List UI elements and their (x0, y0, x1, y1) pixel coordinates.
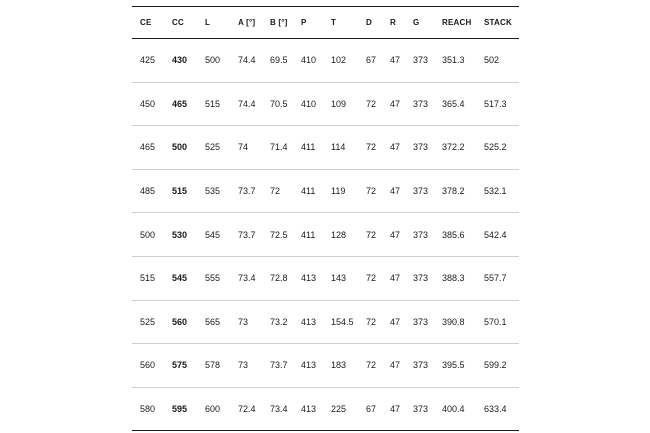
cell-stack: 633.4 (476, 387, 519, 431)
cell-p: 410 (293, 82, 323, 126)
cell-g: 373 (405, 82, 434, 126)
cell-reach: 372.2 (434, 126, 476, 170)
cell-cc: 545 (164, 256, 197, 300)
cell-a: 73.7 (230, 213, 262, 257)
cell-ce: 515 (132, 256, 164, 300)
cell-stack: 557.7 (476, 256, 519, 300)
cell-r: 47 (382, 256, 405, 300)
cell-t: 102 (323, 39, 358, 83)
cell-reach: 385.6 (434, 213, 476, 257)
cell-g: 373 (405, 39, 434, 83)
cell-stack: 570.1 (476, 300, 519, 344)
table-row (132, 387, 519, 431)
cell-p: 411 (293, 213, 323, 257)
geometry-table (132, 6, 519, 431)
cell-stack: 517.3 (476, 82, 519, 126)
table-row (132, 344, 519, 388)
cell-a: 73 (230, 344, 262, 388)
cell-p: 410 (293, 39, 323, 83)
cell-b: 71.4 (262, 126, 293, 170)
cell-cc: 575 (164, 344, 197, 388)
cell-b: 69.5 (262, 39, 293, 83)
cell-ce: 580 (132, 387, 164, 431)
cell-a: 74 (230, 126, 262, 170)
header-stack: STACK (476, 7, 519, 39)
header-p: P (293, 7, 323, 39)
cell-g: 373 (405, 256, 434, 300)
cell-g: 373 (405, 387, 434, 431)
cell-l: 525 (197, 126, 230, 170)
cell-l: 600 (197, 387, 230, 431)
cell-d: 67 (358, 387, 382, 431)
cell-a: 74.4 (230, 39, 262, 83)
cell-b: 73.7 (262, 344, 293, 388)
table-row (132, 300, 519, 344)
cell-stack: 525.2 (476, 126, 519, 170)
cell-cc: 515 (164, 169, 197, 213)
cell-reach: 390.8 (434, 300, 476, 344)
cell-t: 143 (323, 256, 358, 300)
cell-a: 72.4 (230, 387, 262, 431)
cell-l: 515 (197, 82, 230, 126)
cell-reach: 395.5 (434, 344, 476, 388)
cell-t: 114 (323, 126, 358, 170)
header-cc: CC (164, 7, 197, 39)
cell-ce: 525 (132, 300, 164, 344)
cell-r: 47 (382, 169, 405, 213)
cell-p: 413 (293, 300, 323, 344)
cell-ce: 500 (132, 213, 164, 257)
cell-p: 413 (293, 344, 323, 388)
cell-ce: 485 (132, 169, 164, 213)
cell-a: 74.4 (230, 82, 262, 126)
cell-cc: 595 (164, 387, 197, 431)
cell-stack: 532.1 (476, 169, 519, 213)
cell-a: 73.7 (230, 169, 262, 213)
table-row (132, 39, 519, 83)
cell-reach: 400.4 (434, 387, 476, 431)
cell-stack: 599.2 (476, 344, 519, 388)
cell-reach: 351.3 (434, 39, 476, 83)
cell-ce: 425 (132, 39, 164, 83)
cell-r: 47 (382, 82, 405, 126)
cell-stack: 542.4 (476, 213, 519, 257)
cell-g: 373 (405, 300, 434, 344)
cell-p: 413 (293, 387, 323, 431)
cell-d: 72 (358, 256, 382, 300)
cell-t: 119 (323, 169, 358, 213)
cell-stack: 502 (476, 39, 519, 83)
cell-reach: 378.2 (434, 169, 476, 213)
cell-r: 47 (382, 39, 405, 83)
cell-t: 225 (323, 387, 358, 431)
table-row (132, 256, 519, 300)
cell-b: 72.5 (262, 213, 293, 257)
cell-a: 73.4 (230, 256, 262, 300)
table-row (132, 82, 519, 126)
cell-b: 73.2 (262, 300, 293, 344)
cell-p: 411 (293, 169, 323, 213)
cell-d: 72 (358, 213, 382, 257)
header-b: B [°] (262, 7, 293, 39)
header-row (132, 7, 519, 39)
cell-r: 47 (382, 213, 405, 257)
header-t: T (323, 7, 358, 39)
cell-g: 373 (405, 126, 434, 170)
header-d: D (358, 7, 382, 39)
cell-cc: 530 (164, 213, 197, 257)
cell-d: 72 (358, 82, 382, 126)
cell-t: 128 (323, 213, 358, 257)
cell-d: 67 (358, 39, 382, 83)
cell-l: 545 (197, 213, 230, 257)
cell-r: 47 (382, 300, 405, 344)
header-g: G (405, 7, 434, 39)
cell-g: 373 (405, 213, 434, 257)
cell-g: 373 (405, 344, 434, 388)
header-l: L (197, 7, 230, 39)
cell-t: 154.5 (323, 300, 358, 344)
cell-p: 411 (293, 126, 323, 170)
cell-cc: 560 (164, 300, 197, 344)
cell-ce: 450 (132, 82, 164, 126)
cell-d: 72 (358, 344, 382, 388)
cell-l: 535 (197, 169, 230, 213)
cell-b: 72 (262, 169, 293, 213)
cell-b: 72.8 (262, 256, 293, 300)
cell-l: 555 (197, 256, 230, 300)
cell-reach: 365.4 (434, 82, 476, 126)
header-a: A [°] (230, 7, 262, 39)
cell-t: 109 (323, 82, 358, 126)
cell-b: 73.4 (262, 387, 293, 431)
table-row (132, 169, 519, 213)
cell-d: 72 (358, 126, 382, 170)
cell-a: 73 (230, 300, 262, 344)
header-reach: REACH (434, 7, 476, 39)
cell-r: 47 (382, 387, 405, 431)
table-row (132, 213, 519, 257)
cell-ce: 560 (132, 344, 164, 388)
cell-l: 500 (197, 39, 230, 83)
cell-cc: 465 (164, 82, 197, 126)
cell-reach: 388.3 (434, 256, 476, 300)
cell-b: 70.5 (262, 82, 293, 126)
cell-l: 578 (197, 344, 230, 388)
cell-r: 47 (382, 344, 405, 388)
cell-r: 47 (382, 126, 405, 170)
cell-d: 72 (358, 169, 382, 213)
cell-p: 413 (293, 256, 323, 300)
cell-cc: 430 (164, 39, 197, 83)
cell-t: 183 (323, 344, 358, 388)
cell-ce: 465 (132, 126, 164, 170)
cell-g: 373 (405, 169, 434, 213)
cell-l: 565 (197, 300, 230, 344)
cell-cc: 500 (164, 126, 197, 170)
header-r: R (382, 7, 405, 39)
table-row (132, 126, 519, 170)
header-ce: CE (132, 7, 164, 39)
cell-d: 72 (358, 300, 382, 344)
